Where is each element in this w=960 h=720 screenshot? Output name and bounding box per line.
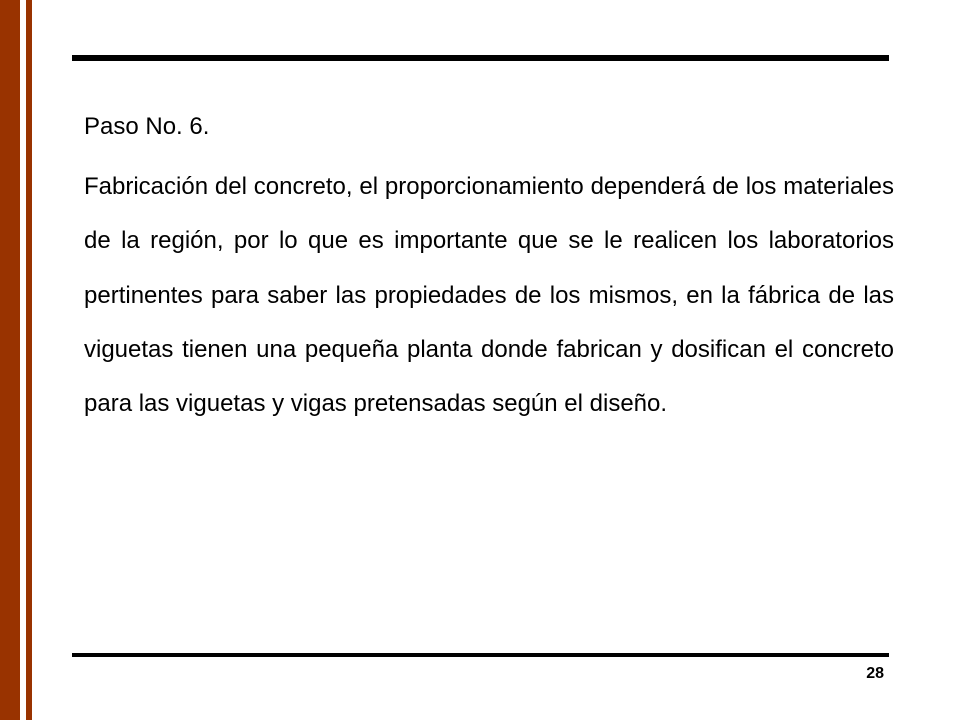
bottom-divider — [72, 653, 889, 657]
left-border-thin-bar — [26, 0, 32, 720]
page-number: 28 — [866, 665, 884, 682]
step-heading: Paso No. 6. — [84, 113, 210, 140]
top-divider — [72, 55, 889, 61]
left-border-bar — [0, 0, 20, 720]
slide-content — [84, 106, 894, 431]
step-paragraph: Fabricación del concreto, el proporcionamiento dependerá de los materiales de la región, por lo que es importante que se le realicen los laboratorios pertinentes para saber las propiedades de los mismos, en la fábrica de las viguetas tienen una pequeña planta donde fabrican y dosifican el concreto para las viguetas y vigas pretensadas según el diseño. — [84, 173, 894, 418]
